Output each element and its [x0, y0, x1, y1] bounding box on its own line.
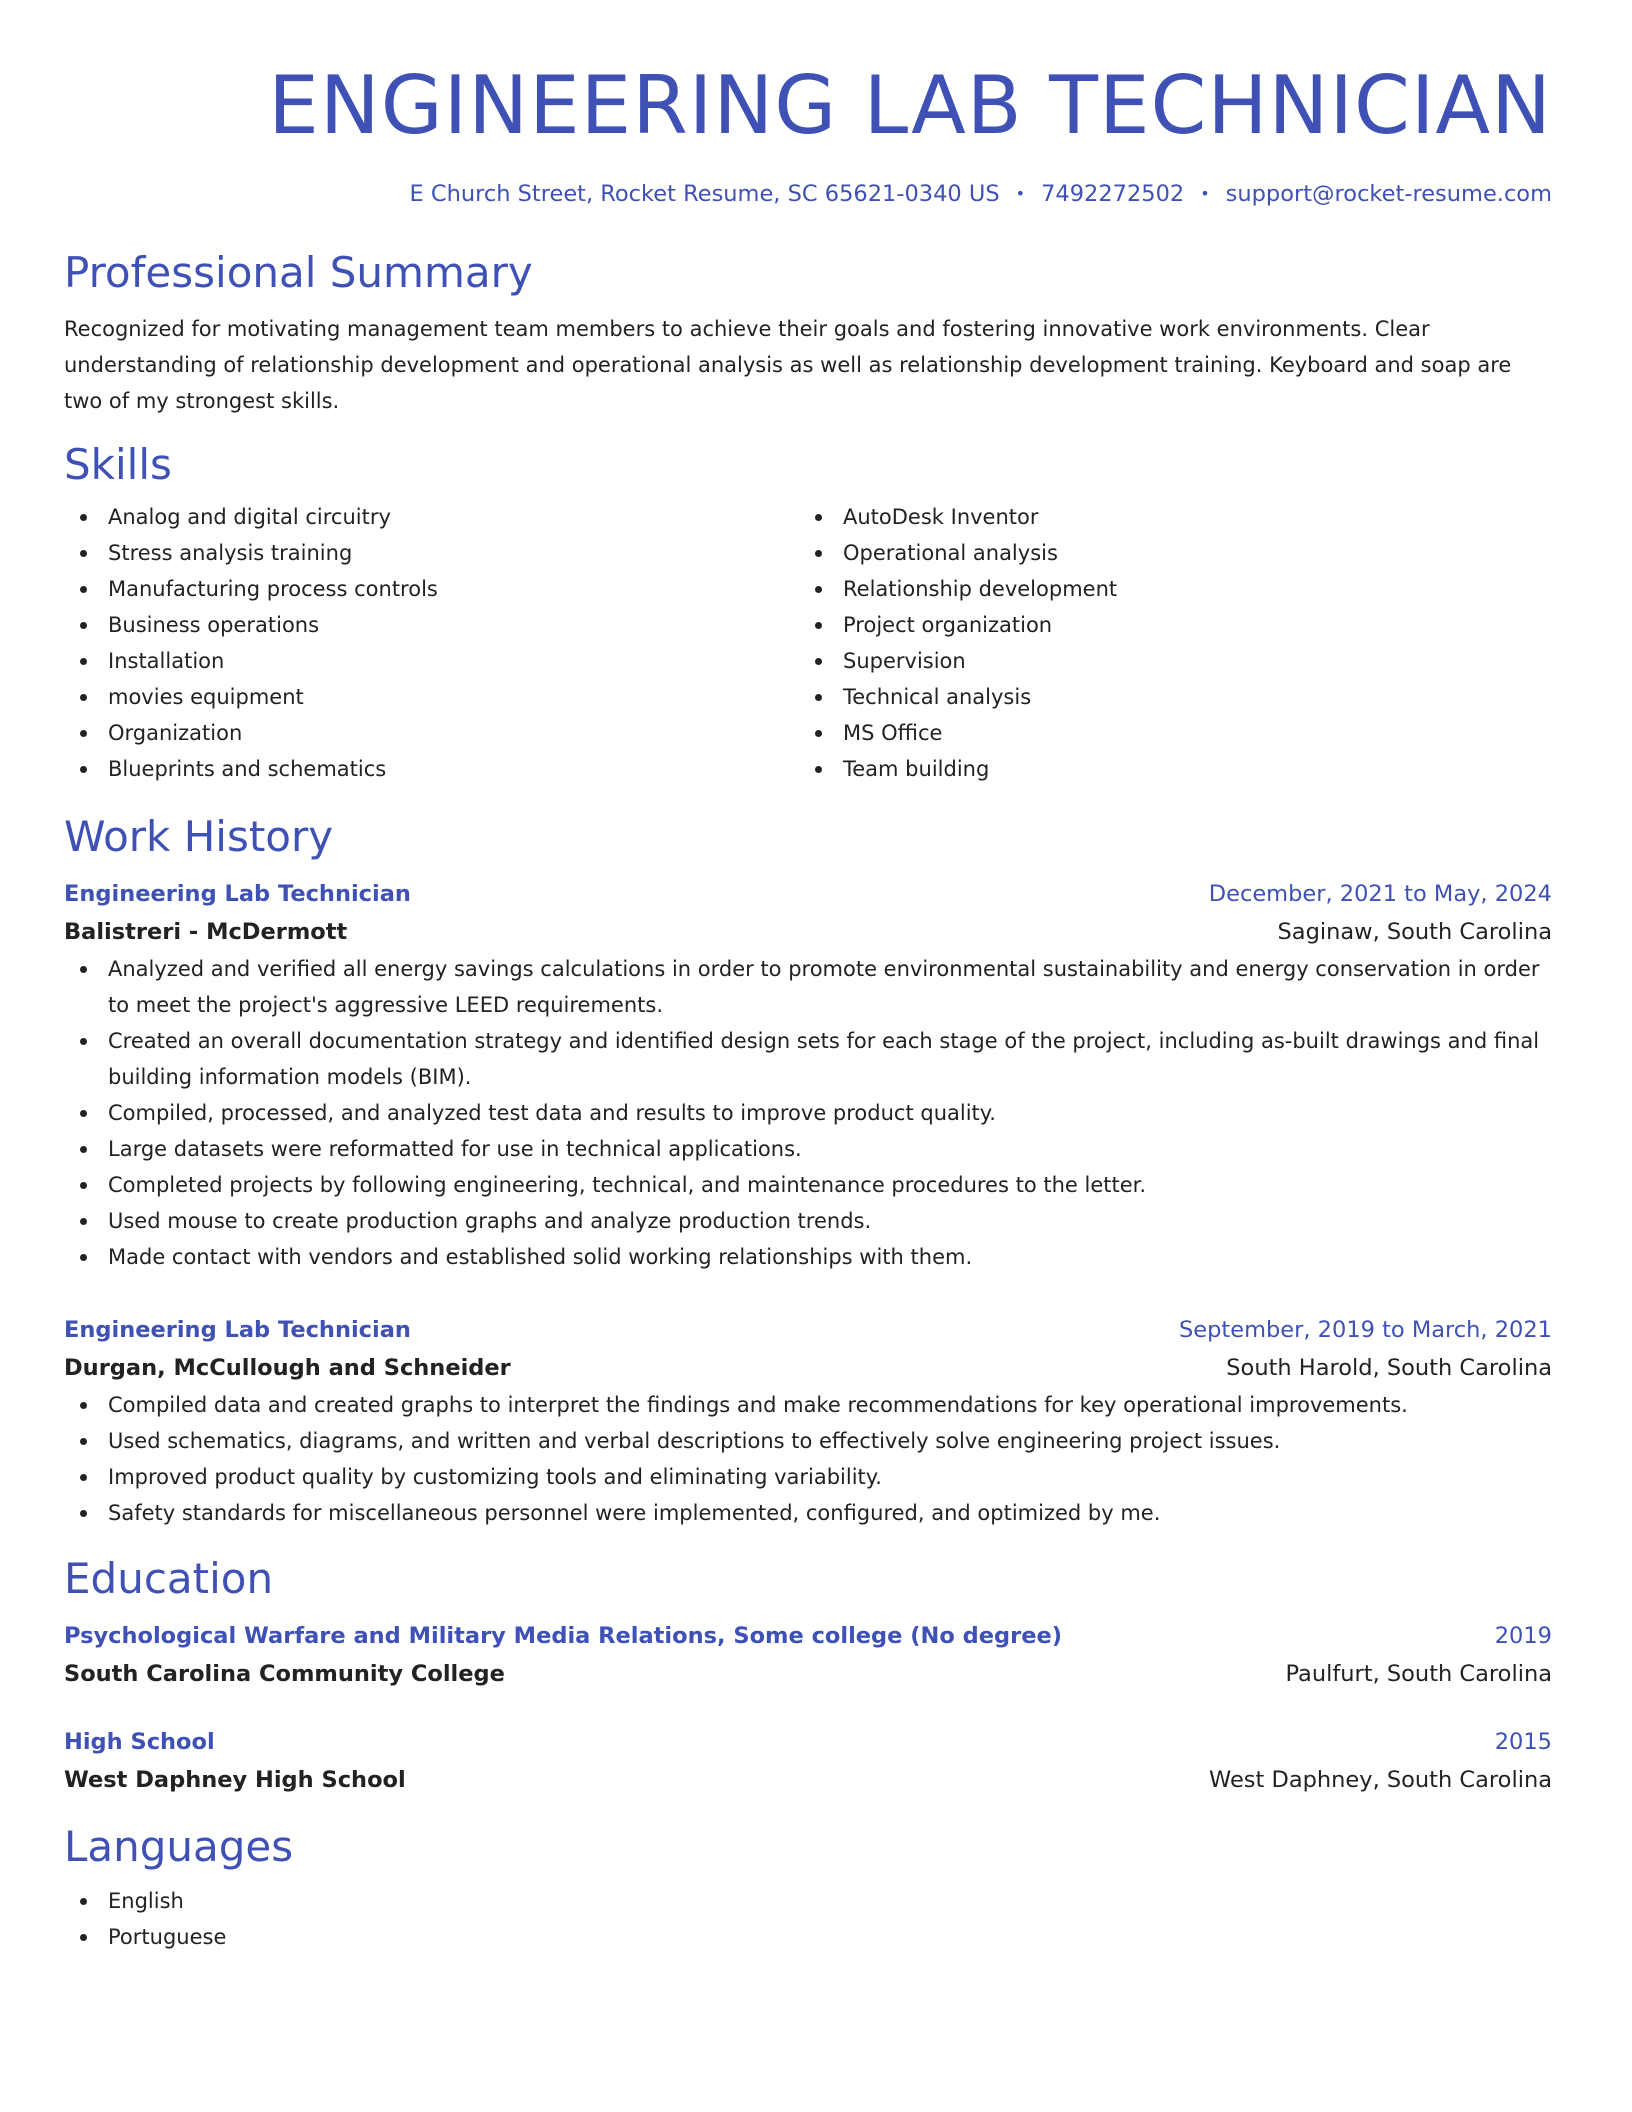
job-location: Saginaw, South Carolina	[1277, 919, 1552, 945]
job-header-row	[64, 875, 1552, 913]
job-header-row	[64, 1311, 1552, 1349]
language-item: English	[64, 1883, 1552, 1919]
skill-item: Technical analysis	[799, 679, 1534, 715]
skill-item: AutoDesk Inventor	[799, 499, 1534, 535]
contact-phone: 7492272502	[1041, 181, 1185, 207]
job-bullets	[64, 1387, 1552, 1531]
job-bullet: Used mouse to create production graphs and analyze production trends.	[64, 1203, 1552, 1239]
skill-item: Organization	[64, 715, 799, 751]
summary-text: Recognized for motivating management team members to achieve their goals and fostering innovative work environments. Clear understanding of relationship development and operational analysis as well as relationship development training. Keyboard and soap are two of my strongest skills.	[64, 317, 1512, 413]
skills-section	[64, 439, 1552, 787]
job-bullet: Compiled, processed, and analyzed test data and results to improve product quality.	[64, 1095, 1552, 1131]
skill-item: Relationship development	[799, 571, 1534, 607]
education-year: 2015	[1494, 1729, 1552, 1755]
work-section	[64, 811, 1552, 1531]
education-heading: Education	[64, 1554, 274, 1603]
job-entry	[64, 875, 1552, 1275]
skill-item: Analog and digital circuitry	[64, 499, 799, 535]
job-bullet: Improved product quality by customizing tools and eliminating variability.	[64, 1459, 1552, 1495]
contact-email: support@rocket-resume.com	[1225, 181, 1552, 207]
work-heading: Work History	[64, 812, 334, 861]
skill-item: movies equipment	[64, 679, 799, 715]
job-bullet: Completed projects by following engineering, technical, and maintenance procedures to the letter.	[64, 1167, 1552, 1203]
summary-heading: Professional Summary	[64, 248, 533, 297]
skill-item: Installation	[64, 643, 799, 679]
resume-page	[64, 0, 1552, 1955]
skills-heading: Skills	[64, 440, 172, 489]
skill-item: Manufacturing process controls	[64, 571, 799, 607]
job-bullet: Made contact with vendors and established solid working relationships with them.	[64, 1239, 1552, 1275]
job-title: Engineering Lab Technician	[64, 881, 411, 907]
languages-heading: Languages	[64, 1822, 294, 1871]
skill-item: Operational analysis	[799, 535, 1534, 571]
skill-item: Blueprints and schematics	[64, 751, 799, 787]
education-school-row	[64, 1761, 1552, 1799]
job-bullet: Used schematics, diagrams, and written and verbal descriptions to effectively solve engineering project issues.	[64, 1423, 1552, 1459]
job-title: Engineering Lab Technician	[64, 1317, 411, 1343]
contact-address: E Church Street, Rocket Resume, SC 65621-0340 US	[409, 181, 1000, 207]
education-location: West Daphney, South Carolina	[1209, 1767, 1552, 1793]
education-school-row	[64, 1655, 1552, 1693]
education-location: Paulfurt, South Carolina	[1285, 1661, 1552, 1687]
education-degree: Psychological Warfare and Military Media Relations, Some college (No degree)	[64, 1623, 1063, 1649]
skill-item: Project organization	[799, 607, 1534, 643]
skills-list-right	[799, 499, 1534, 787]
job-company-row	[64, 913, 1552, 951]
skill-item: Stress analysis training	[64, 535, 799, 571]
languages-list	[64, 1883, 1552, 1955]
job-location: South Harold, South Carolina	[1226, 1355, 1552, 1381]
skill-item: Supervision	[799, 643, 1534, 679]
education-header-row	[64, 1617, 1552, 1655]
job-bullet: Created an overall documentation strategy and identified design sets for each stage of the project, including as-built drawings and final building information models (BIM).	[64, 1023, 1552, 1095]
resume-name: ENGINEERING LAB TECHNICIAN	[268, 59, 1552, 152]
job-dates: September, 2019 to March, 2021	[1179, 1317, 1552, 1343]
skill-item: Business operations	[64, 607, 799, 643]
job-dates: December, 2021 to May, 2024	[1208, 881, 1552, 907]
skills-list-left	[64, 499, 799, 787]
education-degree: High School	[64, 1729, 215, 1755]
job-bullets	[64, 951, 1552, 1275]
skill-item: MS Office	[799, 715, 1534, 751]
skills-grid	[64, 499, 1552, 787]
job-company: Balistreri - McDermott	[64, 919, 348, 945]
contact-line	[64, 179, 1552, 209]
education-school: South Carolina Community College	[64, 1661, 505, 1687]
education-header-row	[64, 1723, 1552, 1761]
skill-item: Team building	[799, 751, 1534, 787]
job-bullet: Compiled data and created graphs to interpret the findings and make recommendations for key operational improvements.	[64, 1387, 1552, 1423]
language-item: Portuguese	[64, 1919, 1552, 1955]
contact-separator: •	[1200, 184, 1210, 203]
languages-section	[64, 1821, 1552, 1955]
education-school: West Daphney High School	[64, 1767, 406, 1793]
job-entry	[64, 1311, 1552, 1531]
education-section	[64, 1553, 1552, 1799]
education-entry	[64, 1723, 1552, 1799]
summary-section	[64, 247, 1552, 419]
education-entry	[64, 1617, 1552, 1693]
job-company-row	[64, 1349, 1552, 1387]
job-bullet: Safety standards for miscellaneous personnel were implemented, configured, and optimized by me.	[64, 1495, 1552, 1531]
job-company: Durgan, McCullough and Schneider	[64, 1355, 511, 1381]
job-bullet: Large datasets were reformatted for use in technical applications.	[64, 1131, 1552, 1167]
education-year: 2019	[1494, 1623, 1552, 1649]
job-bullet: Analyzed and verified all energy savings calculations in order to promote environmental sustainability and energy conservation in order to meet the project's aggressive LEED requirements.	[64, 951, 1552, 1023]
contact-separator: •	[1015, 184, 1026, 203]
